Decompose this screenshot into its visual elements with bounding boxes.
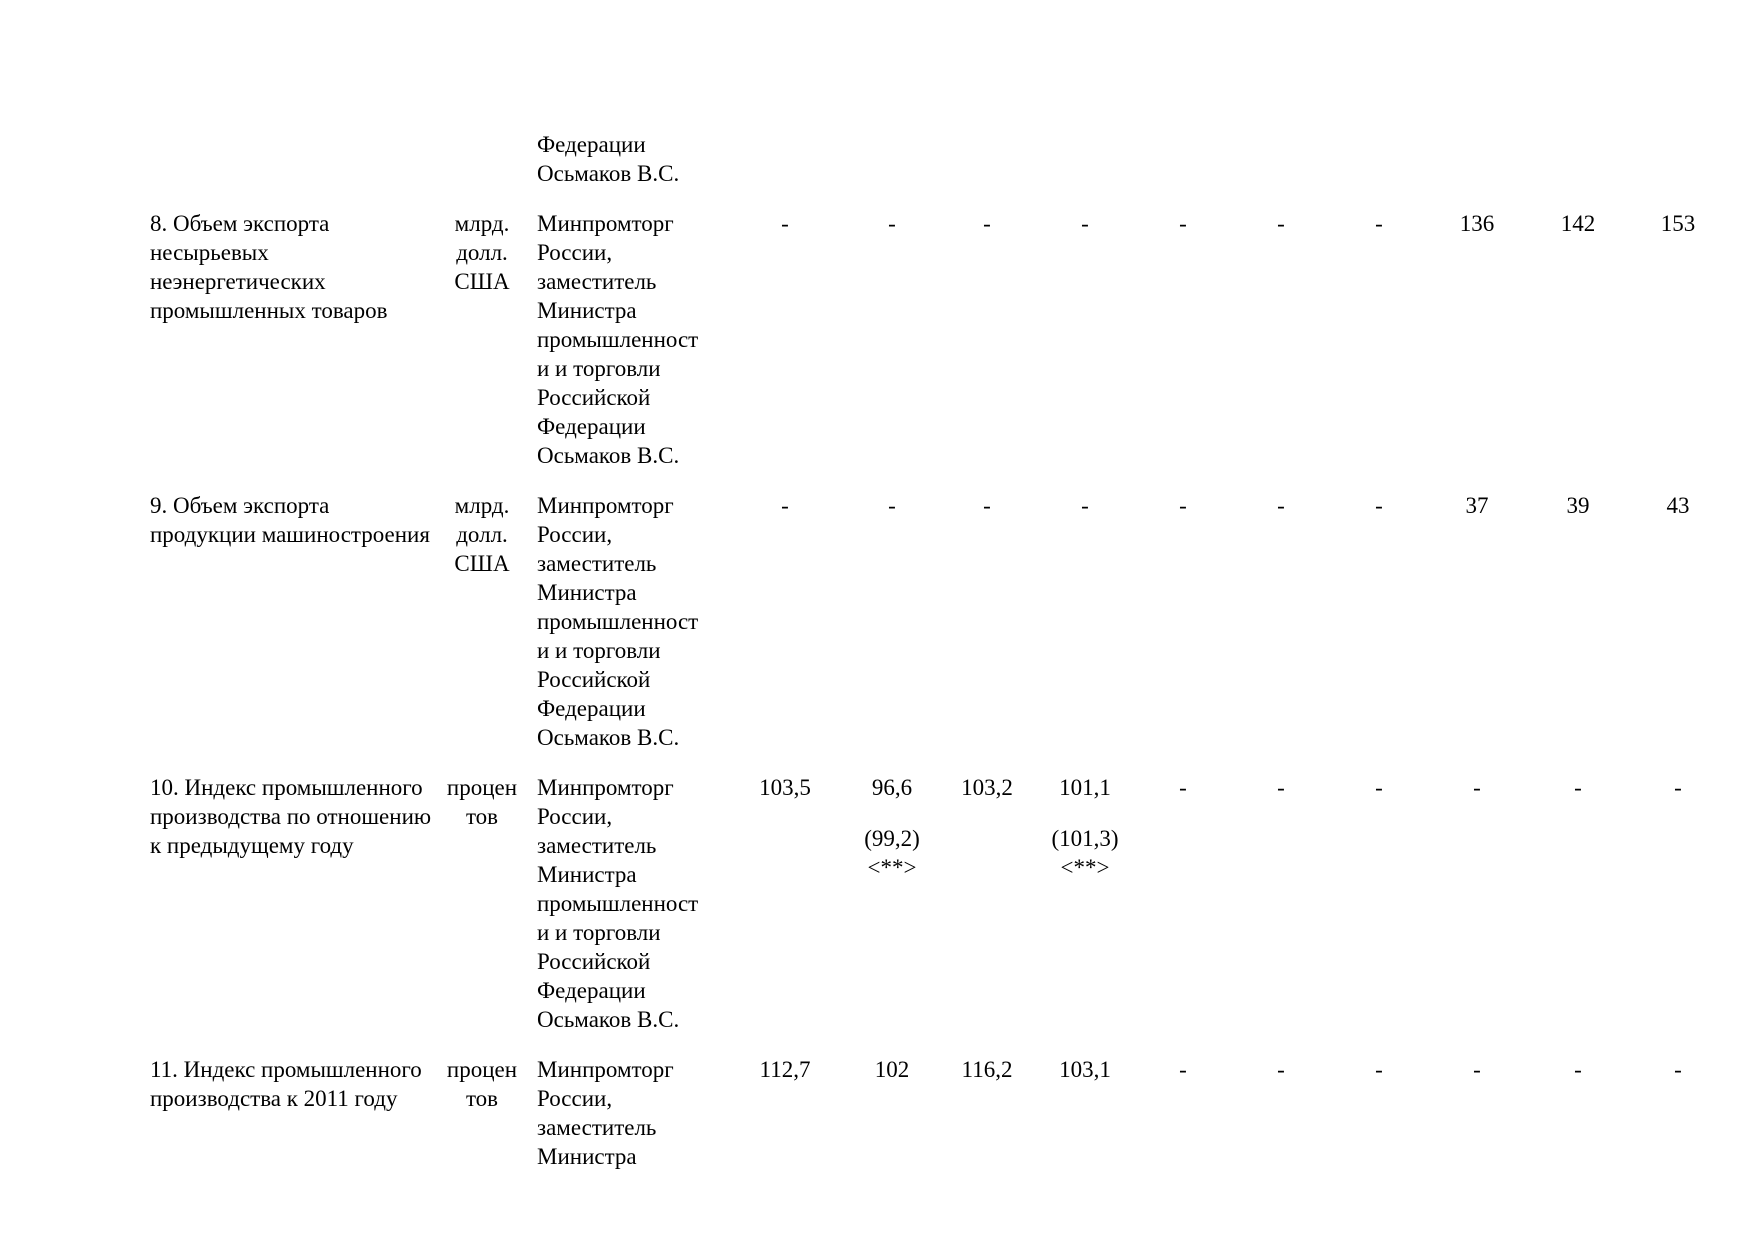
value-col-3: -	[983, 211, 991, 236]
value-col-5: -	[1179, 775, 1187, 800]
value-col-9: 39	[1566, 493, 1590, 518]
value-col-4: 103,1	[1059, 1057, 1111, 1082]
value-col-1: -	[781, 211, 789, 236]
value-col-7: -	[1375, 1057, 1383, 1082]
value-col-6: -	[1277, 1057, 1285, 1082]
value-col-10: 153	[1660, 211, 1696, 236]
value-col-4-note: (101,3) <**>	[1051, 826, 1119, 880]
value-col-7: -	[1375, 211, 1383, 236]
indicator-name: 9. Объем экспорта продукции машиностроения	[150, 493, 430, 547]
value-col-8: -	[1473, 775, 1481, 800]
value-col-10: -	[1674, 775, 1682, 800]
value-col-6: -	[1277, 493, 1285, 518]
value-col-1: -	[781, 493, 789, 518]
value-col-7: -	[1375, 493, 1383, 518]
value-col-4: 101,1	[1059, 775, 1111, 800]
value-col-3: 103,2	[961, 775, 1013, 800]
indicator-name: 10. Индекс промышленного производства по отношению к предыдущему году	[150, 775, 432, 858]
value-col-2: -	[888, 493, 896, 518]
value-col-9: -	[1574, 775, 1582, 800]
value-col-3: -	[983, 493, 991, 518]
value-col-1: 112,7	[759, 1057, 811, 1082]
indicator-responsible: Минпромторг России, заместитель Министра промышленност и и торговли Российской Федерации Осьмаков В.С.	[537, 211, 699, 468]
value-col-4: -	[1081, 211, 1089, 236]
indicator-name: 11. Индекс промышленного производства к 2011 году	[150, 1057, 422, 1111]
value-col-5: -	[1179, 1057, 1187, 1082]
value-col-5: -	[1179, 211, 1187, 236]
indicator-responsible: Минпромторг России, заместитель Министра промышленност и и торговли Российской Федерации Осьмаков В.С.	[537, 775, 699, 1032]
value-col-2: 102	[874, 1057, 910, 1082]
indicator-unit: млрд. долл. США	[454, 493, 510, 576]
continuation-responsible: Федерации Осьмаков В.С.	[537, 132, 680, 186]
value-col-5: -	[1179, 493, 1187, 518]
value-col-2-note: (99,2) <**>	[864, 826, 920, 880]
value-col-2: -	[888, 211, 896, 236]
value-col-6: -	[1277, 775, 1285, 800]
indicator-name: 8. Объем экспорта несырьевых неэнергетических промышленных товаров	[150, 211, 388, 323]
value-col-10: 43	[1666, 493, 1690, 518]
indicator-unit: процен тов	[446, 1057, 518, 1111]
indicator-unit: млрд. долл. США	[454, 211, 510, 294]
indicator-responsible: Минпромторг России, заместитель Министра	[537, 1057, 674, 1169]
value-col-7: -	[1375, 775, 1383, 800]
value-col-2: 96,6	[871, 775, 913, 800]
value-col-8: -	[1473, 1057, 1481, 1082]
value-col-3: 116,2	[961, 1057, 1013, 1082]
indicator-unit: процен тов	[446, 775, 518, 829]
value-col-9: -	[1574, 1057, 1582, 1082]
value-col-4: -	[1081, 493, 1089, 518]
value-col-6: -	[1277, 211, 1285, 236]
value-col-10: -	[1674, 1057, 1682, 1082]
value-col-1: 103,5	[759, 775, 811, 800]
indicator-responsible: Минпромторг России, заместитель Министра промышленност и и торговли Российской Федерации Осьмаков В.С.	[537, 493, 699, 750]
value-col-9: 142	[1560, 211, 1596, 236]
value-col-8: 136	[1459, 211, 1495, 236]
value-col-8: 37	[1465, 493, 1489, 518]
